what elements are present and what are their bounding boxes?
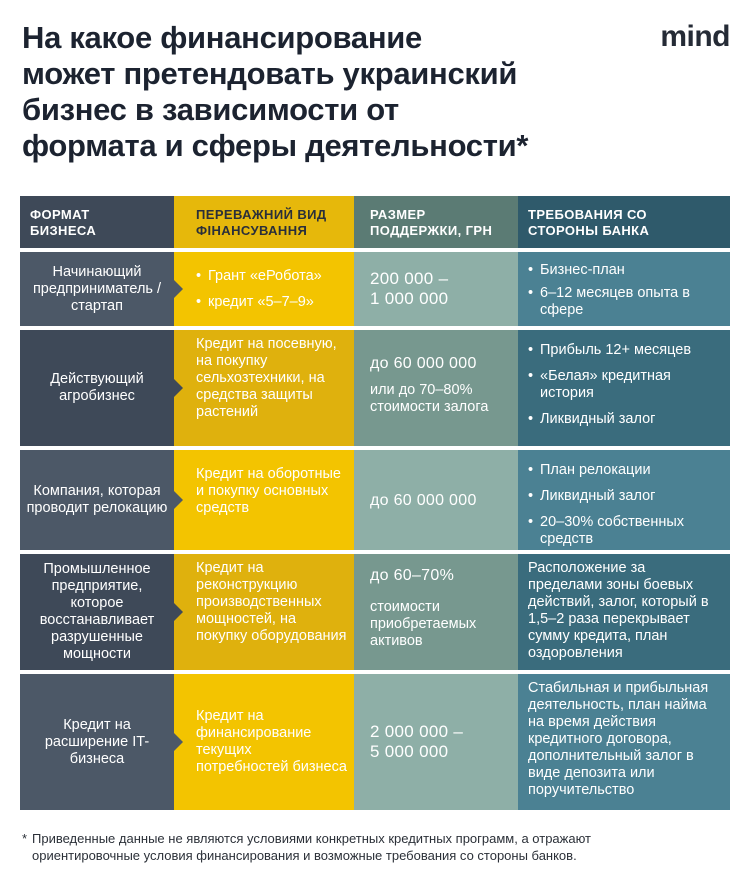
table-row [20, 450, 730, 550]
requirement-item: • Ликвидный залог [528, 411, 722, 428]
format-cell [20, 450, 174, 550]
mind-logo: mind [660, 20, 730, 53]
table-row [20, 674, 730, 810]
requirement-item: • 6–12 месяцев опыта в сфере [528, 285, 722, 319]
requirement-text: Стабильная и прибыльная деятельность, план найма на время действия кредитного договора, дополнительный залог в виде депозита или поручительство [528, 680, 709, 798]
amount-value: до 60 000 000 [370, 491, 477, 509]
amount-cell [354, 450, 518, 550]
arrow-icon [174, 733, 183, 751]
footnote-star: * [22, 831, 28, 846]
page-title: На какое финансирование может претендовать украинский бизнес в зависимости от формата и сферы деятельности* [22, 20, 529, 163]
requirement-item: • Ликвидный залог [528, 488, 722, 505]
requirements-cell [518, 252, 730, 326]
arrow-icon [174, 379, 183, 397]
requirements-cell [518, 330, 730, 446]
header-format [20, 196, 174, 248]
financing-item: • Грант «еРобота» [196, 268, 348, 285]
financing-text: Кредит на посевную, на покупку сельхозтехники, на средства защиты растений [196, 336, 337, 420]
amount-cell [354, 554, 518, 670]
table-header-row [20, 196, 730, 248]
requirements-cell [518, 554, 730, 670]
format-cell [20, 252, 174, 326]
requirements-cell [518, 450, 730, 550]
financing-item: • кредит «5–7–9» [196, 294, 348, 311]
amount-value: 200 000 – 1 000 000 [370, 269, 449, 308]
requirements-cell [518, 674, 730, 810]
requirement-item: • «Белая» кредитная история [528, 368, 722, 402]
financing-cell [174, 330, 354, 446]
format-label: Начинающий предприниматель / стартап [32, 263, 162, 314]
format-cell [20, 330, 174, 446]
financing-cell [174, 554, 354, 670]
amount-value: до 60–70% [370, 567, 455, 584]
header-financing [174, 196, 354, 248]
arrow-icon [174, 491, 183, 509]
header-amount-label: РАЗМЕР ПОДДЕРЖКИ, ГРН [370, 207, 493, 238]
financing-table [20, 196, 730, 810]
format-cell [20, 554, 174, 670]
requirement-text: Расположение за пределами зоны боевых действий, залог, который в 1,5–2 раза перекрывает сумму кредита, план оздоровления [528, 560, 709, 661]
format-label: Промышленное предприятие, которое восстанавливает разрушенные мощности [39, 561, 155, 662]
table-row [20, 330, 730, 446]
requirement-item: • Прибыль 12+ месяцев [528, 342, 722, 359]
header-amount [354, 196, 518, 248]
financing-cell [174, 674, 354, 810]
header-financing-label: ПЕРЕВАЖНИЙ ВИД ФІНАНСУВАННЯ [196, 207, 327, 238]
format-label: Кредит на расширение IT-бизнеса [44, 716, 150, 767]
footnote-text: Приведенные данные не являются условиями конкретных кредитных программ, а отражают ориентировочные условия финансирования и возможные требования со стороны банков. [32, 831, 591, 863]
format-cell [20, 674, 174, 810]
financing-text: Кредит на реконструкцию производственных мощностей, на покупку оборудования [196, 560, 347, 644]
footnote [22, 830, 732, 864]
arrow-icon [174, 280, 183, 298]
format-label: Компания, которая проводит релокацию [26, 483, 168, 516]
table-row [20, 252, 730, 326]
header-requirements [518, 196, 730, 248]
requirement-item: • 20–30% собственных средств [528, 514, 722, 548]
amount-cell [354, 674, 518, 810]
amount-note: или до 70–80% стоимости залога [370, 382, 489, 415]
amount-note: стоимости приобретаемых активов [370, 599, 477, 649]
requirement-item: • План релокации [528, 462, 722, 479]
amount-value: до 60 000 000 [370, 355, 477, 372]
financing-text: Кредит на финансирование текущих потребностей бизнеса [196, 708, 347, 775]
header-requirements-label: ТРЕБОВАНИЯ СО СТОРОНЫ БАНКА [528, 207, 650, 238]
arrow-icon [174, 603, 183, 621]
amount-value: 2 000 000 – 5 000 000 [370, 722, 464, 761]
header-format-label: ФОРМАТ БИЗНЕСА [30, 207, 97, 238]
requirement-item: • Бизнес-план [528, 262, 722, 279]
financing-cell [174, 252, 354, 326]
amount-cell [354, 252, 518, 326]
financing-text: Кредит на оборотные и покупку основных средств [196, 466, 341, 516]
table-row [20, 554, 730, 670]
amount-cell [354, 330, 518, 446]
financing-cell [174, 450, 354, 550]
format-label: Действующий агробизнес [50, 371, 144, 404]
